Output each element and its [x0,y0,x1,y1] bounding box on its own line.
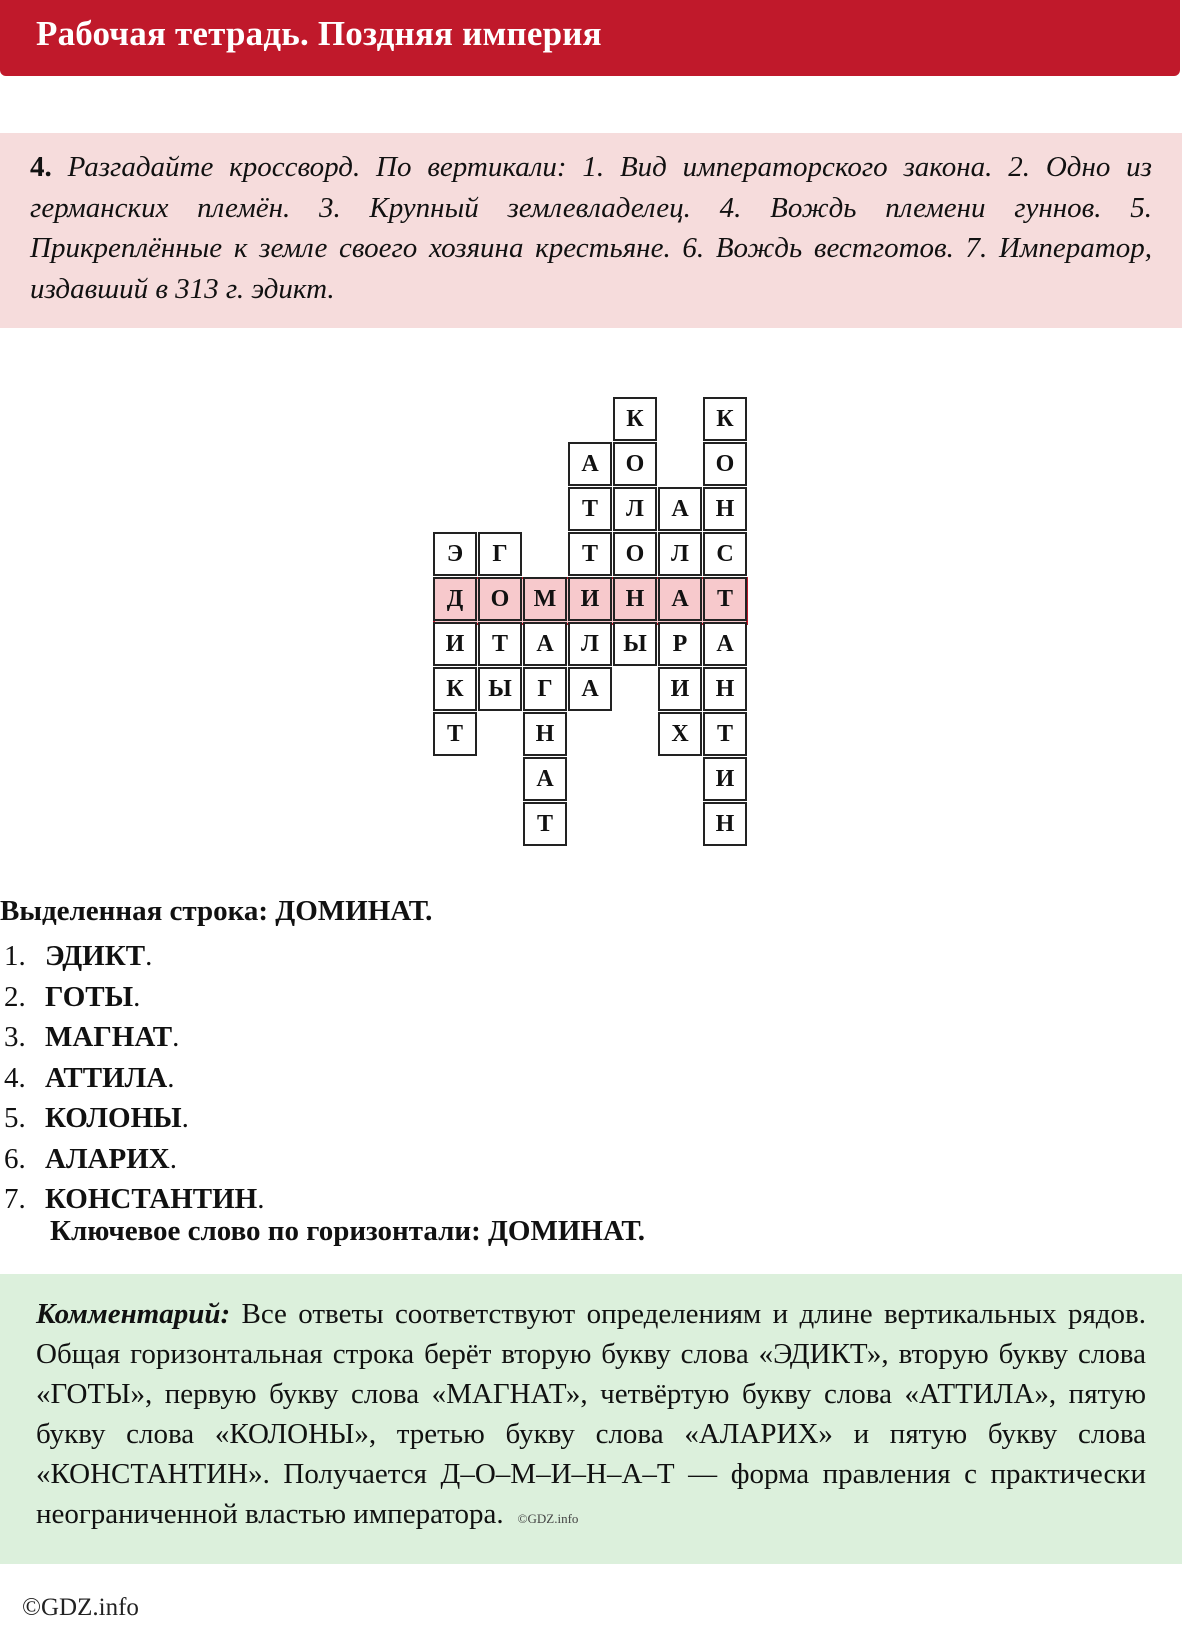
crossword-cell: Т [433,712,477,756]
crossword-cell: Т [568,532,612,576]
list-item: 6. АЛАРИХ. [4,1142,177,1175]
page-header [0,0,1180,76]
list-item: 3. МАГНАТ. [4,1021,180,1053]
crossword-cell: Т [703,712,747,756]
crossword-cell: С [703,532,747,576]
crossword-cell: Г [478,532,522,576]
task-text [30,147,1152,309]
page-title: Рабочая тетрадь. Поздняя империя [36,14,602,53]
crossword-cell: О [703,442,747,486]
crossword-cell: К [703,397,747,441]
crossword-cell: Н [703,802,747,846]
crossword-cell: Н [703,487,747,531]
key-word-line: Ключевое слово по горизонтали: ДОМИНАТ. [50,1215,646,1247]
answer-word: КОЛОНЫ [45,1102,182,1134]
task-box [0,133,1182,328]
crossword-cell: О [613,442,657,486]
list-item: 1. ЭДИКТ. [4,940,153,972]
crossword-cell: А [523,757,567,801]
list-item: 7. КОНСТАНТИН. [4,1183,265,1215]
list-item: 2. ГОТЫ. [4,980,141,1013]
crossword-cell: Г [523,667,567,711]
crossword-cell: Э [433,532,477,576]
answer-word: АЛАРИХ [45,1142,170,1175]
comment-label: Комментарий: [36,1298,231,1330]
crossword-cell: А [658,487,702,531]
list-item: 5. КОЛОНЫ. [4,1102,189,1134]
comment-body: Все ответы соответствуют определениям и длине вертикальных рядов. Общая горизонтальная строка берёт вторую букву слова «ЭДИКТ», вторую букву слова «ГОТЫ», первую букву слова «МАГНАТ», четвёртую букву слова «АТТИЛА», пятую букву слова «КОЛОНЫ», третью букву слова «АЛАРИХ» и пятую букву слова «КОНСТАНТИН». Получается Д–О–М–И–Н–А–Т — форма правления с практически неограниченной властью императора. [36,1298,1146,1530]
crossword-cell: И [433,622,477,666]
crossword-cell: К [613,397,657,441]
crossword-cell: Д [433,577,477,621]
crossword-cell: Т [568,487,612,531]
answer-word: КОНСТАНТИН [45,1183,258,1215]
comment-box [0,1274,1182,1564]
crossword-cell: Т [703,577,747,621]
answer-word: АТТИЛА [45,1061,168,1094]
comment-copyright: ©GDZ.info [517,1511,579,1526]
crossword-cell: Ы [478,667,522,711]
crossword-cell: А [703,622,747,666]
crossword-cell: Л [568,622,612,666]
footer-copyright: ©GDZ.info [22,1594,139,1621]
crossword-cell: И [703,757,747,801]
crossword-cell: Т [523,802,567,846]
crossword-cell: И [658,667,702,711]
task-number: 4. [30,151,52,183]
crossword-cell: А [658,577,702,621]
crossword-cell: Н [703,667,747,711]
task-description: Разгадайте кроссворд. По вертикали: 1. Вид императорского закона. 2. Одно из германских племён. 3. Крупный землевладелец. 4. Вождь племени гуннов. 5. Прикреплённые к земле своего хозяина крестьяне. 6. Вождь вестготов. 7. Император, издавший в 313 г. эдикт. [30,151,1152,305]
crossword-cell: А [568,442,612,486]
crossword-cell: О [478,577,522,621]
answer-word: ГОТЫ [45,980,134,1013]
crossword-cell: А [523,622,567,666]
crossword-cell: Л [658,532,702,576]
highlighted-row-answer: Выделенная строка: ДОМИНАТ. [0,895,433,927]
comment-text [36,1294,1146,1539]
list-item: 4. АТТИЛА. [4,1061,175,1094]
crossword-cell: Н [613,577,657,621]
crossword-cell: К [433,667,477,711]
crossword-cell: И [568,577,612,621]
crossword-cell: Т [478,622,522,666]
crossword-cell: А [568,667,612,711]
crossword-cell: Н [523,712,567,756]
crossword-cell: Л [613,487,657,531]
answer-word: ЭДИКТ [45,940,146,972]
crossword-cell: Х [658,712,702,756]
answer-list [0,936,264,1220]
crossword-cell: М [523,577,567,621]
crossword-cell: Ы [613,622,657,666]
crossword-cell: Р [658,622,702,666]
crossword-cell: О [613,532,657,576]
answer-word: МАГНАТ [45,1021,173,1053]
